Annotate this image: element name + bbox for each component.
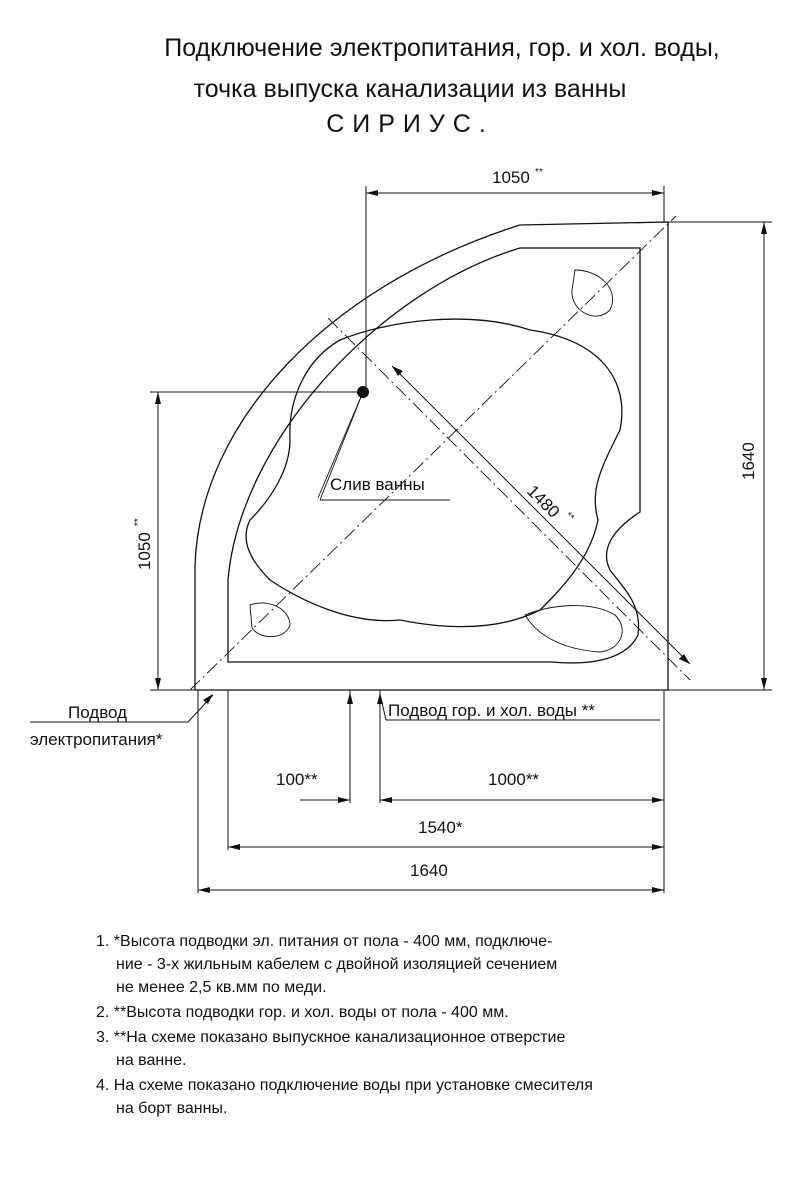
title-line-2: точка выпуска канализации из ванны [193,75,627,103]
dim-diagonal-mark: ** [562,510,577,524]
dim-top-width-mark: ** [535,167,543,178]
dim-left-height-mark: ** [133,518,144,526]
dim-left-height: 1050 [135,532,154,570]
dim-100: 100** [276,770,318,789]
dim-1640: 1640 [410,861,448,880]
dim-1540: 1540* [418,818,463,837]
title-line-1: Подключение электропитания, гор. и хол. воды, [164,34,720,62]
dim-right-height: 1640 [739,442,758,480]
label-power-1: Подвод [68,703,128,722]
note-1-line-1: 1. *Высота подводки эл. питания от пола - 400 мм, подключе- [96,933,553,950]
note-4-line-1: 4. На схеме показано подключение воды при установке смесителя [96,1077,593,1094]
note-1 [96,930,796,999]
note-1-line-3: не менее 2,5 кв.мм по меди. [116,979,327,996]
bathtub-outer-rim [195,222,668,690]
foot-rest [525,606,622,652]
diagonal-axis-2 [328,318,690,680]
label-drain: Слив ванны [330,475,425,494]
note-1-line-2: ние - 3-х жильным кабелем с двойной изоляцией сечением [116,956,558,973]
note-3 [96,1026,796,1072]
note-2-line-1: 2. **Высота подводки гор. и хол. воды от пола - 400 мм. [96,1004,509,1021]
dim-top-width: 1050 [492,168,530,187]
bathtub-inner-rim [228,248,640,663]
note-3-line-1: 3. **На схеме показано выпускное канализационное отверстие [96,1029,566,1046]
note-2 [96,1001,796,1024]
note-3-line-2: на ванне. [116,1052,187,1069]
notes-list [96,930,796,1122]
title-line-3: СИРИУС. [326,110,494,138]
label-power-2: электропитания* [30,730,163,749]
seat-top-right [572,270,613,316]
note-4 [96,1074,796,1120]
note-4-line-2: на борт ванны. [116,1100,228,1117]
label-water: Подвод гор. и хол. воды ** [388,701,595,720]
dim-diagonal: 1480 [523,481,564,522]
dim-1000: 1000** [488,770,540,789]
seat-bottom-left [250,603,290,637]
